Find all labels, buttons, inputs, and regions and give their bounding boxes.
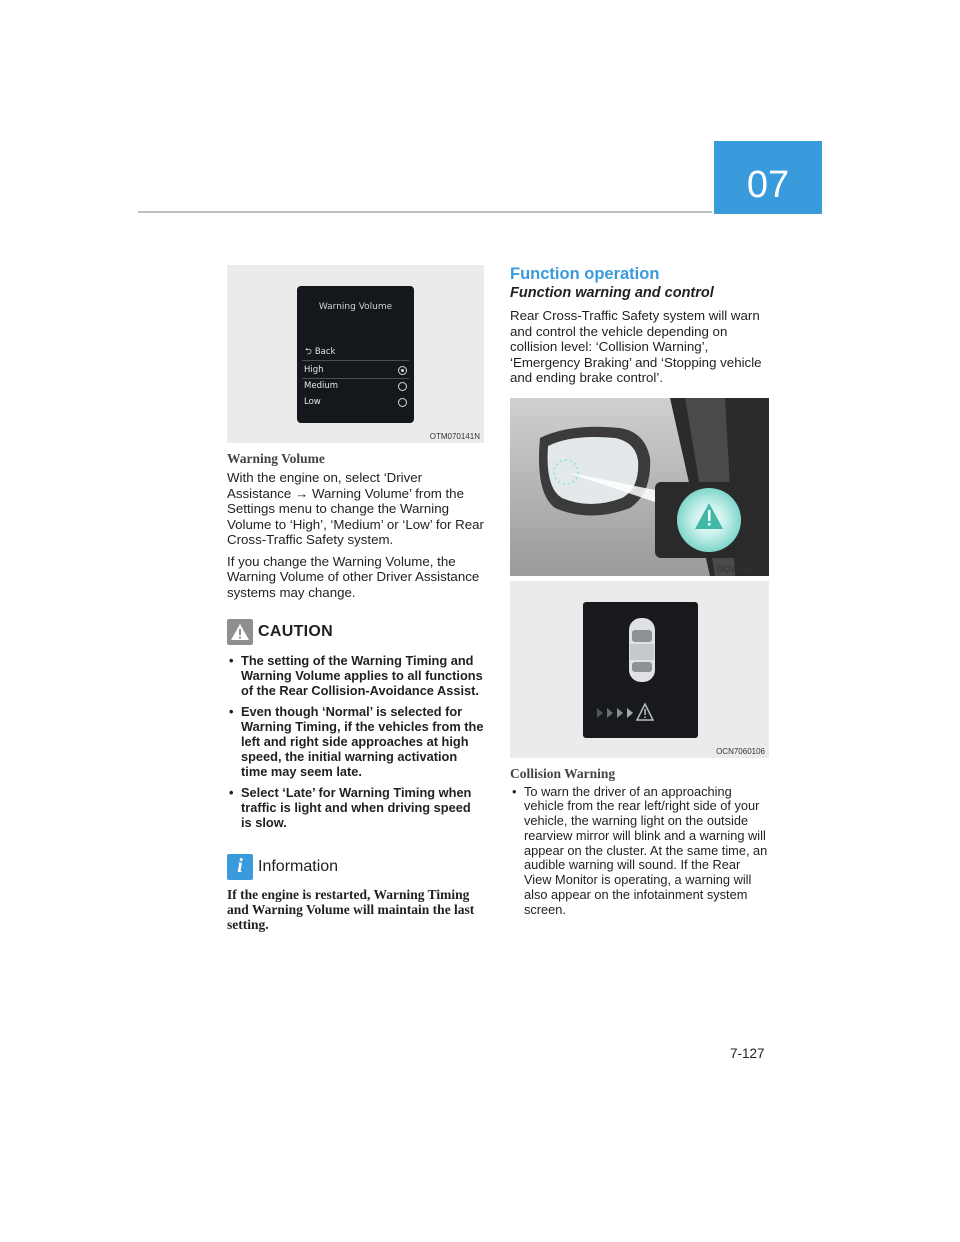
back-label: Back [314,347,336,357]
cluster-warning-figure [510,581,769,758]
cluster-screen [297,286,414,423]
warning-triangle-icon [227,619,253,645]
paragraph: Rear Cross-Traffic Safety system will warn and control the vehicle depending on collision level: ‘Collision Warning’, ‘Emergency Braking’ and ‘Stopping vehicle and ending brake control’. [510,308,762,385]
car-top-view-icon [583,602,698,738]
collision-warning-list [510,785,769,918]
warning-volume-figure [227,265,484,443]
option-low [304,396,407,410]
left-column [227,265,484,932]
option-high [304,364,407,378]
list-item: • Even though ‘Normal’ is selected for Warning Timing, if the vehicles from the left and right side approaches at high speed, the initial warning activation time may seem late. [227,705,484,779]
page-number: 7-127 [730,1046,765,1061]
radio-empty-icon [398,382,407,391]
figure-code: OCN7060106 [716,746,765,756]
radio-empty-icon [398,398,407,407]
chapter-rule [138,211,712,213]
option-label: Medium [304,381,338,391]
figure-caption: Collision Warning [510,765,616,781]
information-title: Information [258,857,339,875]
chapter-tab [714,141,822,214]
information-header [227,853,484,881]
chapter-number: 07 [746,164,790,206]
screen-title: Warning Volume [318,302,393,312]
paragraph: If you change the Warning Volume, the Warning Volume of other Driver Assistance systems may change. [227,553,480,600]
back-arrow-icon: ⮌ [305,347,312,357]
paragraph: With the engine on, select ‘Driver Assistance → Warning Volume’ from the Settings menu to change the Warning Volume to ‘High’, ‘Medium’ or ‘Low’ for Rear Cross-Traffic Safety system. [227,470,484,547]
screen-divider [302,378,409,379]
option-label: High [304,365,324,375]
figure-code: OTM070141N [429,432,480,441]
right-column [510,265,769,925]
screen-divider [302,360,409,361]
radio-selected-icon [398,366,407,375]
caution-list [227,654,484,831]
figure-caption: Warning Volume [227,451,325,466]
back-button [305,346,335,360]
list-item: • To warn the driver of an approaching vehicle from the rear left/right side of your vehicle, the warning light on the outside rearview mirror will blink and a warning will appear on the cluster. At the same time, an audible warning will sound. If the Rear View Monitor is operating, a warning will also appear on the infotainment system screen. [510,785,769,918]
cluster-panel [583,602,698,738]
caution-title: CAUTION [258,623,333,640]
information-body: If the engine is restarted, Warning Timing and Warning Volume will maintain the last setting. [227,886,475,932]
section-title: Function operation [510,265,660,283]
figure-code: OCN7060116 [716,564,765,574]
option-label: Low [304,397,321,407]
info-icon: i [227,854,253,880]
sub-title: Function warning and control [510,285,714,301]
caution-header [227,618,484,646]
option-medium [304,380,407,394]
mirror-warning-figure [510,398,769,576]
list-item: • Select ‘Late’ for Warning Timing when traffic is light and when driving speed is slow. [227,786,484,830]
mirror-illustration [510,398,769,576]
list-item: • The setting of the Warning Timing and Warning Volume applies to all functions of the Rear Collision-Avoidance Assist. [227,654,484,698]
